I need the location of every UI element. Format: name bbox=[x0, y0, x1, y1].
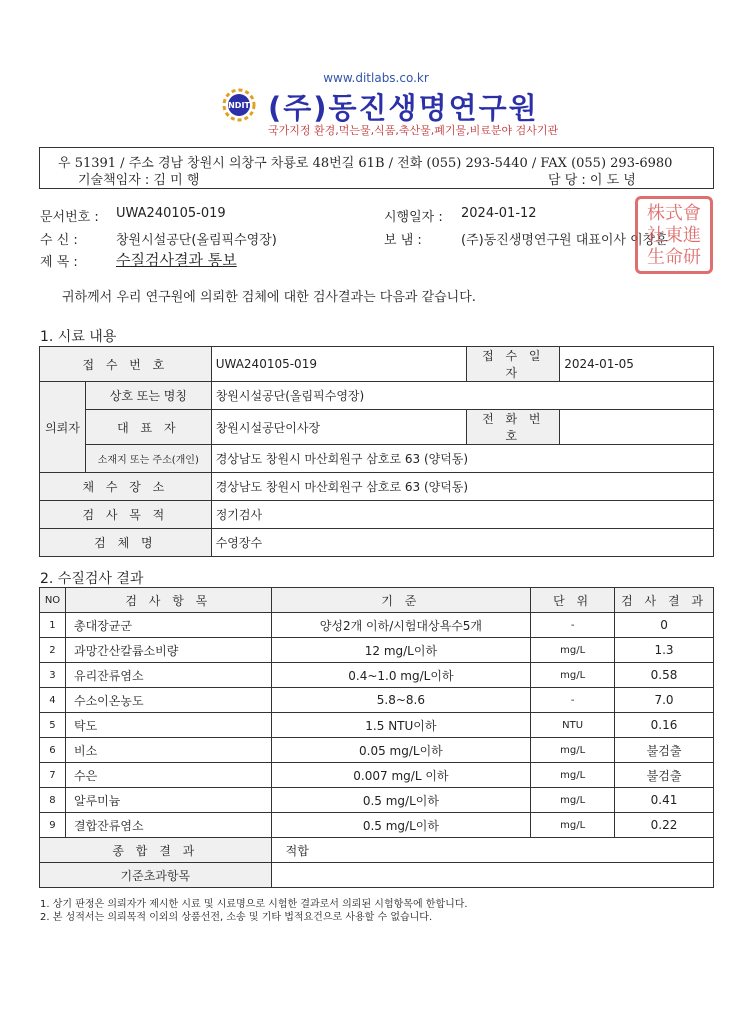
specimen: 수영장수 bbox=[211, 529, 713, 557]
table-row bbox=[40, 738, 714, 763]
company-logo bbox=[214, 88, 264, 122]
receipt-no-label: 접 수 번 호 bbox=[40, 347, 212, 382]
result-no: 9 bbox=[40, 813, 66, 838]
client-label: 의뢰자 bbox=[40, 382, 86, 473]
client-name: 창원시설공단(올림픽수영장) bbox=[211, 382, 713, 410]
result-value: 0.22 bbox=[615, 813, 714, 838]
result-value: 7.0 bbox=[615, 688, 714, 713]
result-value: 불검출 bbox=[615, 763, 714, 788]
sample-info-table bbox=[39, 346, 714, 557]
result-item: 수은 bbox=[65, 763, 271, 788]
company-tagline: 국가지정 환경,먹는물,식품,축산물,폐기물,비료분야 검사기관 bbox=[268, 124, 559, 137]
sender-label: 보 냄 : bbox=[384, 233, 422, 248]
rep-label: 대 표 자 bbox=[85, 410, 211, 445]
result-no: 8 bbox=[40, 788, 66, 813]
name-label: 상호 또는 명칭 bbox=[85, 382, 211, 410]
result-value: 0 bbox=[615, 613, 714, 638]
overall-label: 종 합 결 과 bbox=[40, 838, 272, 863]
phone bbox=[560, 410, 714, 445]
table-row bbox=[40, 713, 714, 738]
footnote-2: 2. 본 성적서는 의뢰목적 이외의 상품선전, 소송 및 기타 법적요건으로 사용할 수 없습니다. bbox=[40, 912, 433, 923]
result-unit: mg/L bbox=[531, 763, 615, 788]
recipient: 창원시설공단(올림픽수영장) bbox=[116, 233, 277, 248]
col-standard-header: 기 준 bbox=[271, 588, 531, 613]
result-standard: 0.007 mg/L 이하 bbox=[271, 763, 531, 788]
exceed-items bbox=[271, 863, 713, 888]
greeting-text: 귀하께서 우리 연구원에 의뢰한 검체에 대한 검사결과는 다음과 같습니다. bbox=[62, 290, 476, 305]
result-unit: NTU bbox=[531, 713, 615, 738]
section1-title: 1. 시료 내용 bbox=[40, 329, 117, 345]
result-unit: mg/L bbox=[531, 813, 615, 838]
phone-label: 전 화 번 호 bbox=[467, 410, 560, 445]
result-unit: mg/L bbox=[531, 663, 615, 688]
table-row bbox=[40, 613, 714, 638]
result-item: 알루미늄 bbox=[65, 788, 271, 813]
result-standard: 양성2개 이하/시험대상욕수5개 bbox=[271, 613, 531, 638]
receipt-no: UWA240105-019 bbox=[211, 347, 467, 382]
table-row bbox=[40, 763, 714, 788]
result-item: 탁도 bbox=[65, 713, 271, 738]
subject-label: 제 목 : bbox=[40, 255, 78, 270]
sample-place: 경상남도 창원시 마산회원구 삼호로 63 (양덕동) bbox=[211, 473, 713, 501]
exceed-label: 기준초과항목 bbox=[40, 863, 272, 888]
result-value: 1.3 bbox=[615, 638, 714, 663]
result-no: 2 bbox=[40, 638, 66, 663]
sender: (주)동진생명연구원 대표이사 이창훈 bbox=[461, 233, 668, 248]
result-value: 불검출 bbox=[615, 738, 714, 763]
client-address: 경상남도 창원시 마산회원구 삼호로 63 (양덕동) bbox=[211, 445, 713, 473]
section2-title: 2. 수질검사 결과 bbox=[40, 571, 144, 587]
purpose: 정기검사 bbox=[211, 501, 713, 529]
result-standard: 0.5 mg/L이하 bbox=[271, 813, 531, 838]
purpose-label: 검 사 목 적 bbox=[40, 501, 212, 529]
result-no: 4 bbox=[40, 688, 66, 713]
col-unit-header: 단 위 bbox=[531, 588, 615, 613]
result-no: 5 bbox=[40, 713, 66, 738]
representative: 창원시설공단이사장 bbox=[211, 410, 467, 445]
sample-place-label: 채 수 장 소 bbox=[40, 473, 212, 501]
result-item: 비소 bbox=[65, 738, 271, 763]
result-standard: 1.5 NTU이하 bbox=[271, 713, 531, 738]
doc-no: UWA240105-019 bbox=[116, 206, 226, 221]
result-no: 7 bbox=[40, 763, 66, 788]
result-standard: 0.05 mg/L이하 bbox=[271, 738, 531, 763]
subject: 수질검사결과 통보 bbox=[116, 251, 237, 269]
result-standard: 12 mg/L이하 bbox=[271, 638, 531, 663]
company-seal: 株式會 社東進 生命研 bbox=[635, 196, 713, 274]
result-standard: 0.4~1.0 mg/L이하 bbox=[271, 663, 531, 688]
logo-text: NDIT bbox=[228, 101, 250, 110]
recipient-label: 수 신 : bbox=[40, 233, 78, 248]
overall-result: 적합 bbox=[271, 838, 713, 863]
footnote-1: 1. 상기 판정은 의뢰자가 제시한 시료 및 시료명으로 시험한 결과로서 의뢰된 시험항목에 한합니다. bbox=[40, 899, 468, 910]
result-item: 수소이온농도 bbox=[65, 688, 271, 713]
result-unit: mg/L bbox=[531, 788, 615, 813]
results-table bbox=[39, 587, 714, 888]
website-url[interactable]: www.ditlabs.co.kr bbox=[323, 71, 429, 85]
result-standard: 5.8~8.6 bbox=[271, 688, 531, 713]
specimen-label: 검 체 명 bbox=[40, 529, 212, 557]
contact-person: 담 당 : 이 도 녕 bbox=[548, 173, 636, 188]
table-row bbox=[40, 788, 714, 813]
receipt-date-label: 접 수 일 자 bbox=[467, 347, 560, 382]
table-row bbox=[40, 688, 714, 713]
tech-manager: 기술책임자 : 김 미 행 bbox=[78, 173, 200, 188]
result-unit: mg/L bbox=[531, 638, 615, 663]
col-no-header: NO bbox=[40, 588, 66, 613]
result-value: 0.41 bbox=[615, 788, 714, 813]
result-no: 1 bbox=[40, 613, 66, 638]
result-value: 0.16 bbox=[615, 713, 714, 738]
issue-date: 2024-01-12 bbox=[461, 206, 537, 221]
result-unit: - bbox=[531, 688, 615, 713]
result-unit: mg/L bbox=[531, 738, 615, 763]
col-result-header: 검 사 결 과 bbox=[615, 588, 714, 613]
table-row bbox=[40, 638, 714, 663]
result-no: 6 bbox=[40, 738, 66, 763]
receipt-date: 2024-01-05 bbox=[560, 347, 714, 382]
address-line: 우 51391 / 주소 경남 창원시 의창구 차룡로 48번길 61B / 전화 (055) 293-5440 / FAX (055) 293-6980 bbox=[58, 156, 673, 171]
issue-date-label: 시행일자 : bbox=[384, 210, 443, 225]
result-item: 과망간산칼륨소비량 bbox=[65, 638, 271, 663]
company-name: (주)동진생명연구원 bbox=[268, 91, 539, 125]
result-item: 유리잔류염소 bbox=[65, 663, 271, 688]
doc-no-label: 문서번호 : bbox=[40, 210, 99, 225]
result-no: 3 bbox=[40, 663, 66, 688]
table-row bbox=[40, 813, 714, 838]
table-row bbox=[40, 663, 714, 688]
result-item: 총대장균군 bbox=[65, 613, 271, 638]
result-unit: - bbox=[531, 613, 615, 638]
address-label: 소재지 또는 주소(개인) bbox=[85, 445, 211, 473]
result-value: 0.58 bbox=[615, 663, 714, 688]
col-item-header: 검 사 항 목 bbox=[65, 588, 271, 613]
result-item: 결합잔류염소 bbox=[65, 813, 271, 838]
result-standard: 0.5 mg/L이하 bbox=[271, 788, 531, 813]
